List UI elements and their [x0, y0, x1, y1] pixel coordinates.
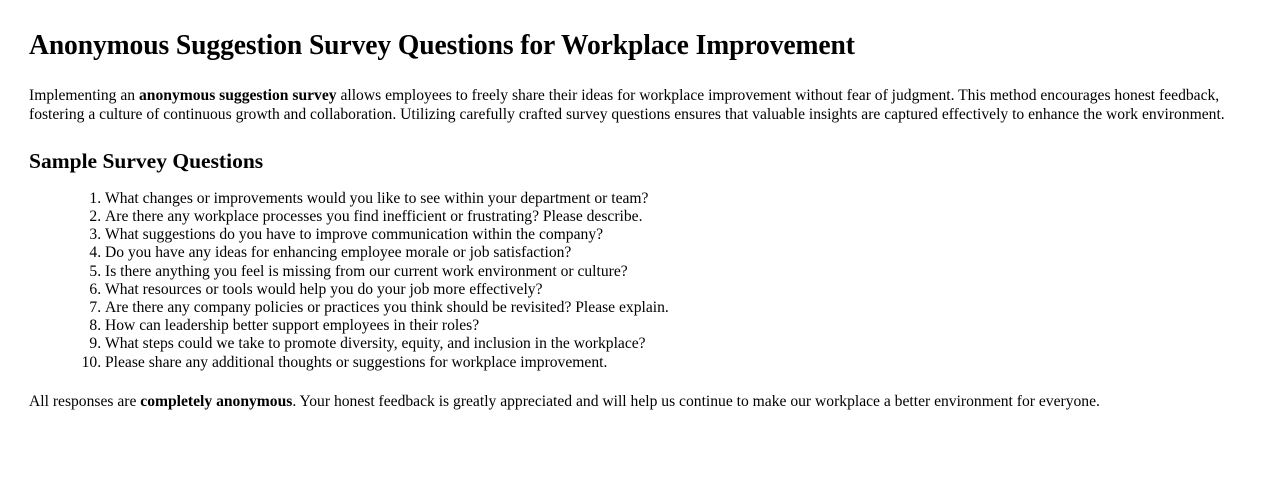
- intro-paragraph: [29, 86, 1251, 125]
- intro-text-before-bold: Implementing an: [29, 87, 139, 104]
- section-heading-sample-survey-questions: Sample Survey Questions: [29, 148, 264, 173]
- list-item: 4. Do you have any ideas for enhancing employee morale or job satisfaction?: [105, 244, 1251, 262]
- intro-bold-phrase: anonymous suggestion survey: [139, 87, 337, 104]
- list-item: 7. Are there any company policies or practices you think should be revisited? Please explain.: [105, 299, 1251, 317]
- list-item: 6. What resources or tools would help you do your job more effectively?: [105, 281, 1251, 299]
- list-item: 9. What steps could we take to promote diversity, equity, and inclusion in the workplace?: [105, 335, 1251, 353]
- survey-question-list: [29, 190, 1251, 372]
- closing-text-after-bold: . Your honest feedback is greatly appreciated and will help us continue to make our workplace a better environment for everyone.: [292, 392, 1100, 410]
- list-item: 1. What changes or improvements would you like to see within your department or team?: [105, 190, 1251, 208]
- list-item: 8. How can leadership better support employees in their roles?: [105, 317, 1251, 335]
- list-item: 5. Is there anything you feel is missing from our current work environment or culture?: [105, 263, 1251, 281]
- list-item: 2. Are there any workplace processes you find inefficient or frustrating? Please describe.: [105, 208, 1251, 226]
- intro-text-after-bold: allows employees to freely share their ideas for workplace improvement without fear of judgment. This method encourages honest feedback, fostering a culture of continuous growth and collaboration. Utilizing carefully crafted survey questions ensures that valuable insights are captured effectively to enhance the work environment.: [29, 87, 1225, 124]
- closing-text-before-bold: All responses are: [29, 392, 141, 410]
- closing-paragraph: [29, 392, 1251, 411]
- list-item: 3. What suggestions do you have to improve communication within the company?: [105, 226, 1251, 244]
- page-title: Anonymous Suggestion Survey Questions for Workplace Improvement: [29, 30, 855, 61]
- closing-bold-phrase: completely anonymous: [140, 392, 293, 410]
- list-item: 10. Please share any additional thoughts or suggestions for workplace improvement.: [105, 354, 1251, 372]
